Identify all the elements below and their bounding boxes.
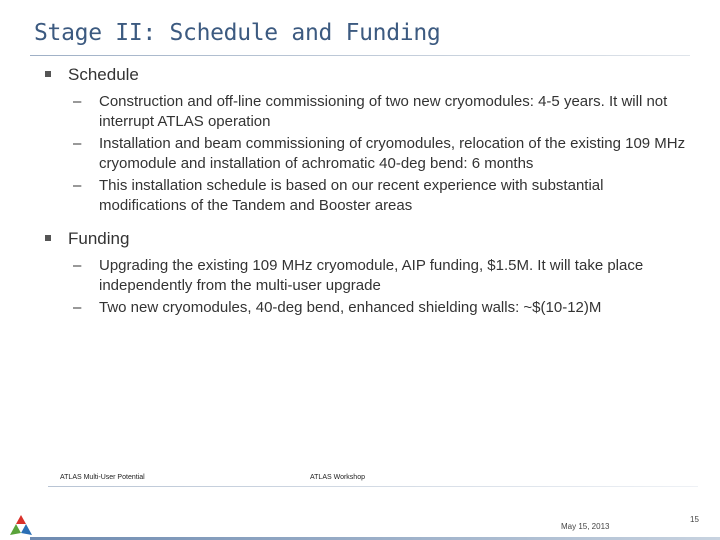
section-funding (45, 228, 695, 250)
footer-center-text: ATLAS Workshop (310, 474, 365, 481)
schedule-list (45, 92, 695, 216)
dash-bullet-icon: – (73, 299, 82, 316)
section-heading: Schedule (68, 65, 139, 84)
list-item-text: Two new cryomodules, 40-deg bend, enhanced shielding walls: ~$(10-12)M (99, 299, 602, 316)
title-divider (30, 55, 690, 56)
dash-bullet-icon: – (73, 177, 82, 194)
list-item-text: Installation and beam commissioning of cryomodules, relocation of the existing 109 MHz cryomodule and installation of achromatic 40-deg bend: 6 months (99, 135, 686, 172)
section-heading: Funding (68, 229, 130, 248)
dash-bullet-icon: – (73, 93, 82, 110)
square-bullet-icon (45, 235, 51, 241)
page-title: Stage II: Schedule and Funding (34, 20, 441, 46)
funding-list (45, 256, 695, 318)
list-item (45, 92, 695, 132)
footer-date: May 15, 2013 (561, 522, 610, 531)
footer-left-text: ATLAS Multi-User Potential (60, 474, 145, 481)
page-number: 15 (690, 515, 699, 524)
dash-bullet-icon: – (73, 135, 82, 152)
list-item (45, 298, 695, 318)
footer-divider (48, 486, 698, 487)
section-schedule (45, 64, 695, 86)
list-item (45, 256, 695, 296)
square-bullet-icon (45, 71, 51, 77)
list-item-text: This installation schedule is based on our recent experience with substantial modifications of the Tandem and Booster areas (99, 177, 604, 214)
argonne-logo-icon (9, 514, 33, 536)
list-item-text: Construction and off-line commissioning of two new cryomodules: 4-5 years. It will not interrupt ATLAS operation (99, 93, 668, 130)
list-item-text: Upgrading the existing 109 MHz cryomodule, AIP funding, $1.5M. It will take place independently from the multi-user upgrade (99, 257, 644, 294)
list-item (45, 176, 695, 216)
logo-red-segment (16, 515, 26, 524)
slide-body (45, 64, 695, 320)
dash-bullet-icon: – (73, 257, 82, 274)
list-item (45, 134, 695, 174)
